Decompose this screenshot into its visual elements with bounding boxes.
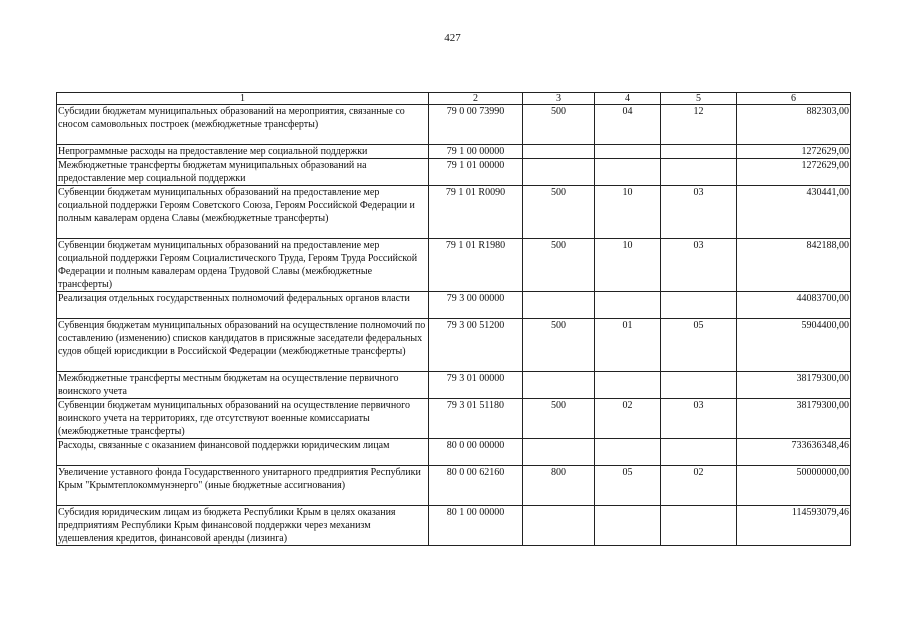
header-col-5: 5 xyxy=(661,93,737,105)
row-code: 80 1 00 00000 xyxy=(429,506,523,546)
row-name: Субвенции бюджетам муниципальных образований на предоставление мер социальной поддержки Героям Социалистического Труда, Героям Труда Российской Федерации и полным кавалерам ордена Трудовой Славы (межбюджетные трансферты) xyxy=(57,239,429,292)
table-row xyxy=(57,399,851,439)
row-section: 04 xyxy=(595,105,661,145)
budget-table xyxy=(56,92,851,546)
row-section xyxy=(595,506,661,546)
row-amount: 733636348,46 xyxy=(737,439,851,466)
table-row xyxy=(57,292,851,319)
row-expense-type xyxy=(523,372,595,399)
table-row xyxy=(57,145,851,159)
row-subsection xyxy=(661,372,737,399)
row-code: 79 1 01 R0090 xyxy=(429,186,523,239)
row-section: 01 xyxy=(595,319,661,372)
row-subsection xyxy=(661,159,737,186)
row-name: Увеличение уставного фонда Государственного унитарного предприятия Республики Крым "Крымтеплокоммунэнерго" (иные бюджетные ассигнования) xyxy=(57,466,429,506)
row-subsection xyxy=(661,439,737,466)
row-subsection: 03 xyxy=(661,186,737,239)
row-expense-type: 500 xyxy=(523,319,595,372)
table-row xyxy=(57,506,851,546)
row-section: 05 xyxy=(595,466,661,506)
row-subsection xyxy=(661,145,737,159)
table-header xyxy=(57,93,851,105)
header-col-4: 4 xyxy=(595,93,661,105)
row-section: 10 xyxy=(595,239,661,292)
row-amount: 1272629,00 xyxy=(737,159,851,186)
row-name: Субсидии бюджетам муниципальных образований на мероприятия, связанные со сносом самовольных построек (межбюджетные трансферты) xyxy=(57,105,429,145)
row-expense-type: 800 xyxy=(523,466,595,506)
row-code: 80 0 00 62160 xyxy=(429,466,523,506)
table-row xyxy=(57,439,851,466)
row-code: 79 3 01 00000 xyxy=(429,372,523,399)
row-section xyxy=(595,292,661,319)
row-section: 02 xyxy=(595,399,661,439)
row-amount: 44083700,00 xyxy=(737,292,851,319)
row-code: 79 3 01 51180 xyxy=(429,399,523,439)
row-code: 79 1 01 R1980 xyxy=(429,239,523,292)
row-name: Реализация отдельных государственных полномочий федеральных органов власти xyxy=(57,292,429,319)
row-expense-type xyxy=(523,292,595,319)
row-amount: 430441,00 xyxy=(737,186,851,239)
table-row xyxy=(57,466,851,506)
row-name: Непрограммные расходы на предоставление мер социальной поддержки xyxy=(57,145,429,159)
table-body xyxy=(57,105,851,546)
row-amount: 882303,00 xyxy=(737,105,851,145)
row-code: 79 1 01 00000 xyxy=(429,159,523,186)
row-name: Субсидия юридическим лицам из бюджета Республики Крым в целях оказания предприятиям Республики Крым финансовой поддержки через механизм удешевления кредитов, финансовой аренды (лизинга) xyxy=(57,506,429,546)
header-col-6: 6 xyxy=(737,93,851,105)
row-name: Расходы, связанные с оказанием финансовой поддержки юридическим лицам xyxy=(57,439,429,466)
row-name: Субвенции бюджетам муниципальных образований на предоставление мер социальной поддержки Героям Советского Союза, Героям Российской Федерации и полным кавалерам ордена Славы (межбюджетные трансферты) xyxy=(57,186,429,239)
row-subsection xyxy=(661,506,737,546)
row-amount: 50000000,00 xyxy=(737,466,851,506)
row-amount: 842188,00 xyxy=(737,239,851,292)
row-section: 10 xyxy=(595,186,661,239)
row-expense-type: 500 xyxy=(523,105,595,145)
table-row xyxy=(57,319,851,372)
row-subsection: 12 xyxy=(661,105,737,145)
header-col-2: 2 xyxy=(429,93,523,105)
row-code: 79 1 00 00000 xyxy=(429,145,523,159)
table-row xyxy=(57,372,851,399)
table-row xyxy=(57,239,851,292)
row-name: Межбюджетные трансферты местным бюджетам на осуществление первичного воинского учета xyxy=(57,372,429,399)
row-subsection xyxy=(661,292,737,319)
row-code: 80 0 00 00000 xyxy=(429,439,523,466)
page-number: 427 xyxy=(444,32,461,44)
row-name: Межбюджетные трансферты бюджетам муниципальных образований на предоставление мер социальной поддержки xyxy=(57,159,429,186)
row-name: Субвенция бюджетам муниципальных образований на осуществление полномочий по составлению (изменению) списков кандидатов в присяжные заседатели федеральных судов общей юрисдикции в Российской Федерации (межбюджетные трансферты) xyxy=(57,319,429,372)
row-expense-type: 500 xyxy=(523,186,595,239)
row-section xyxy=(595,145,661,159)
row-expense-type: 500 xyxy=(523,399,595,439)
row-amount: 114593079,46 xyxy=(737,506,851,546)
row-section xyxy=(595,159,661,186)
row-expense-type xyxy=(523,159,595,186)
row-subsection: 03 xyxy=(661,239,737,292)
row-subsection: 05 xyxy=(661,319,737,372)
header-col-1: 1 xyxy=(57,93,429,105)
row-expense-type: 500 xyxy=(523,239,595,292)
row-code: 79 0 00 73990 xyxy=(429,105,523,145)
row-section xyxy=(595,372,661,399)
row-expense-type xyxy=(523,145,595,159)
row-name: Субвенции бюджетам муниципальных образований на осуществление первичного воинского учета на территориях, где отсутствуют военные комиссариаты (межбюджетные трансферты) xyxy=(57,399,429,439)
table-row xyxy=(57,186,851,239)
table-row xyxy=(57,159,851,186)
header-col-3: 3 xyxy=(523,93,595,105)
row-amount: 5904400,00 xyxy=(737,319,851,372)
row-expense-type xyxy=(523,439,595,466)
row-subsection: 03 xyxy=(661,399,737,439)
row-section xyxy=(595,439,661,466)
row-expense-type xyxy=(523,506,595,546)
row-code: 79 3 00 00000 xyxy=(429,292,523,319)
row-code: 79 3 00 51200 xyxy=(429,319,523,372)
row-amount: 1272629,00 xyxy=(737,145,851,159)
row-amount: 38179300,00 xyxy=(737,399,851,439)
table-row xyxy=(57,105,851,145)
row-amount: 38179300,00 xyxy=(737,372,851,399)
row-subsection: 02 xyxy=(661,466,737,506)
